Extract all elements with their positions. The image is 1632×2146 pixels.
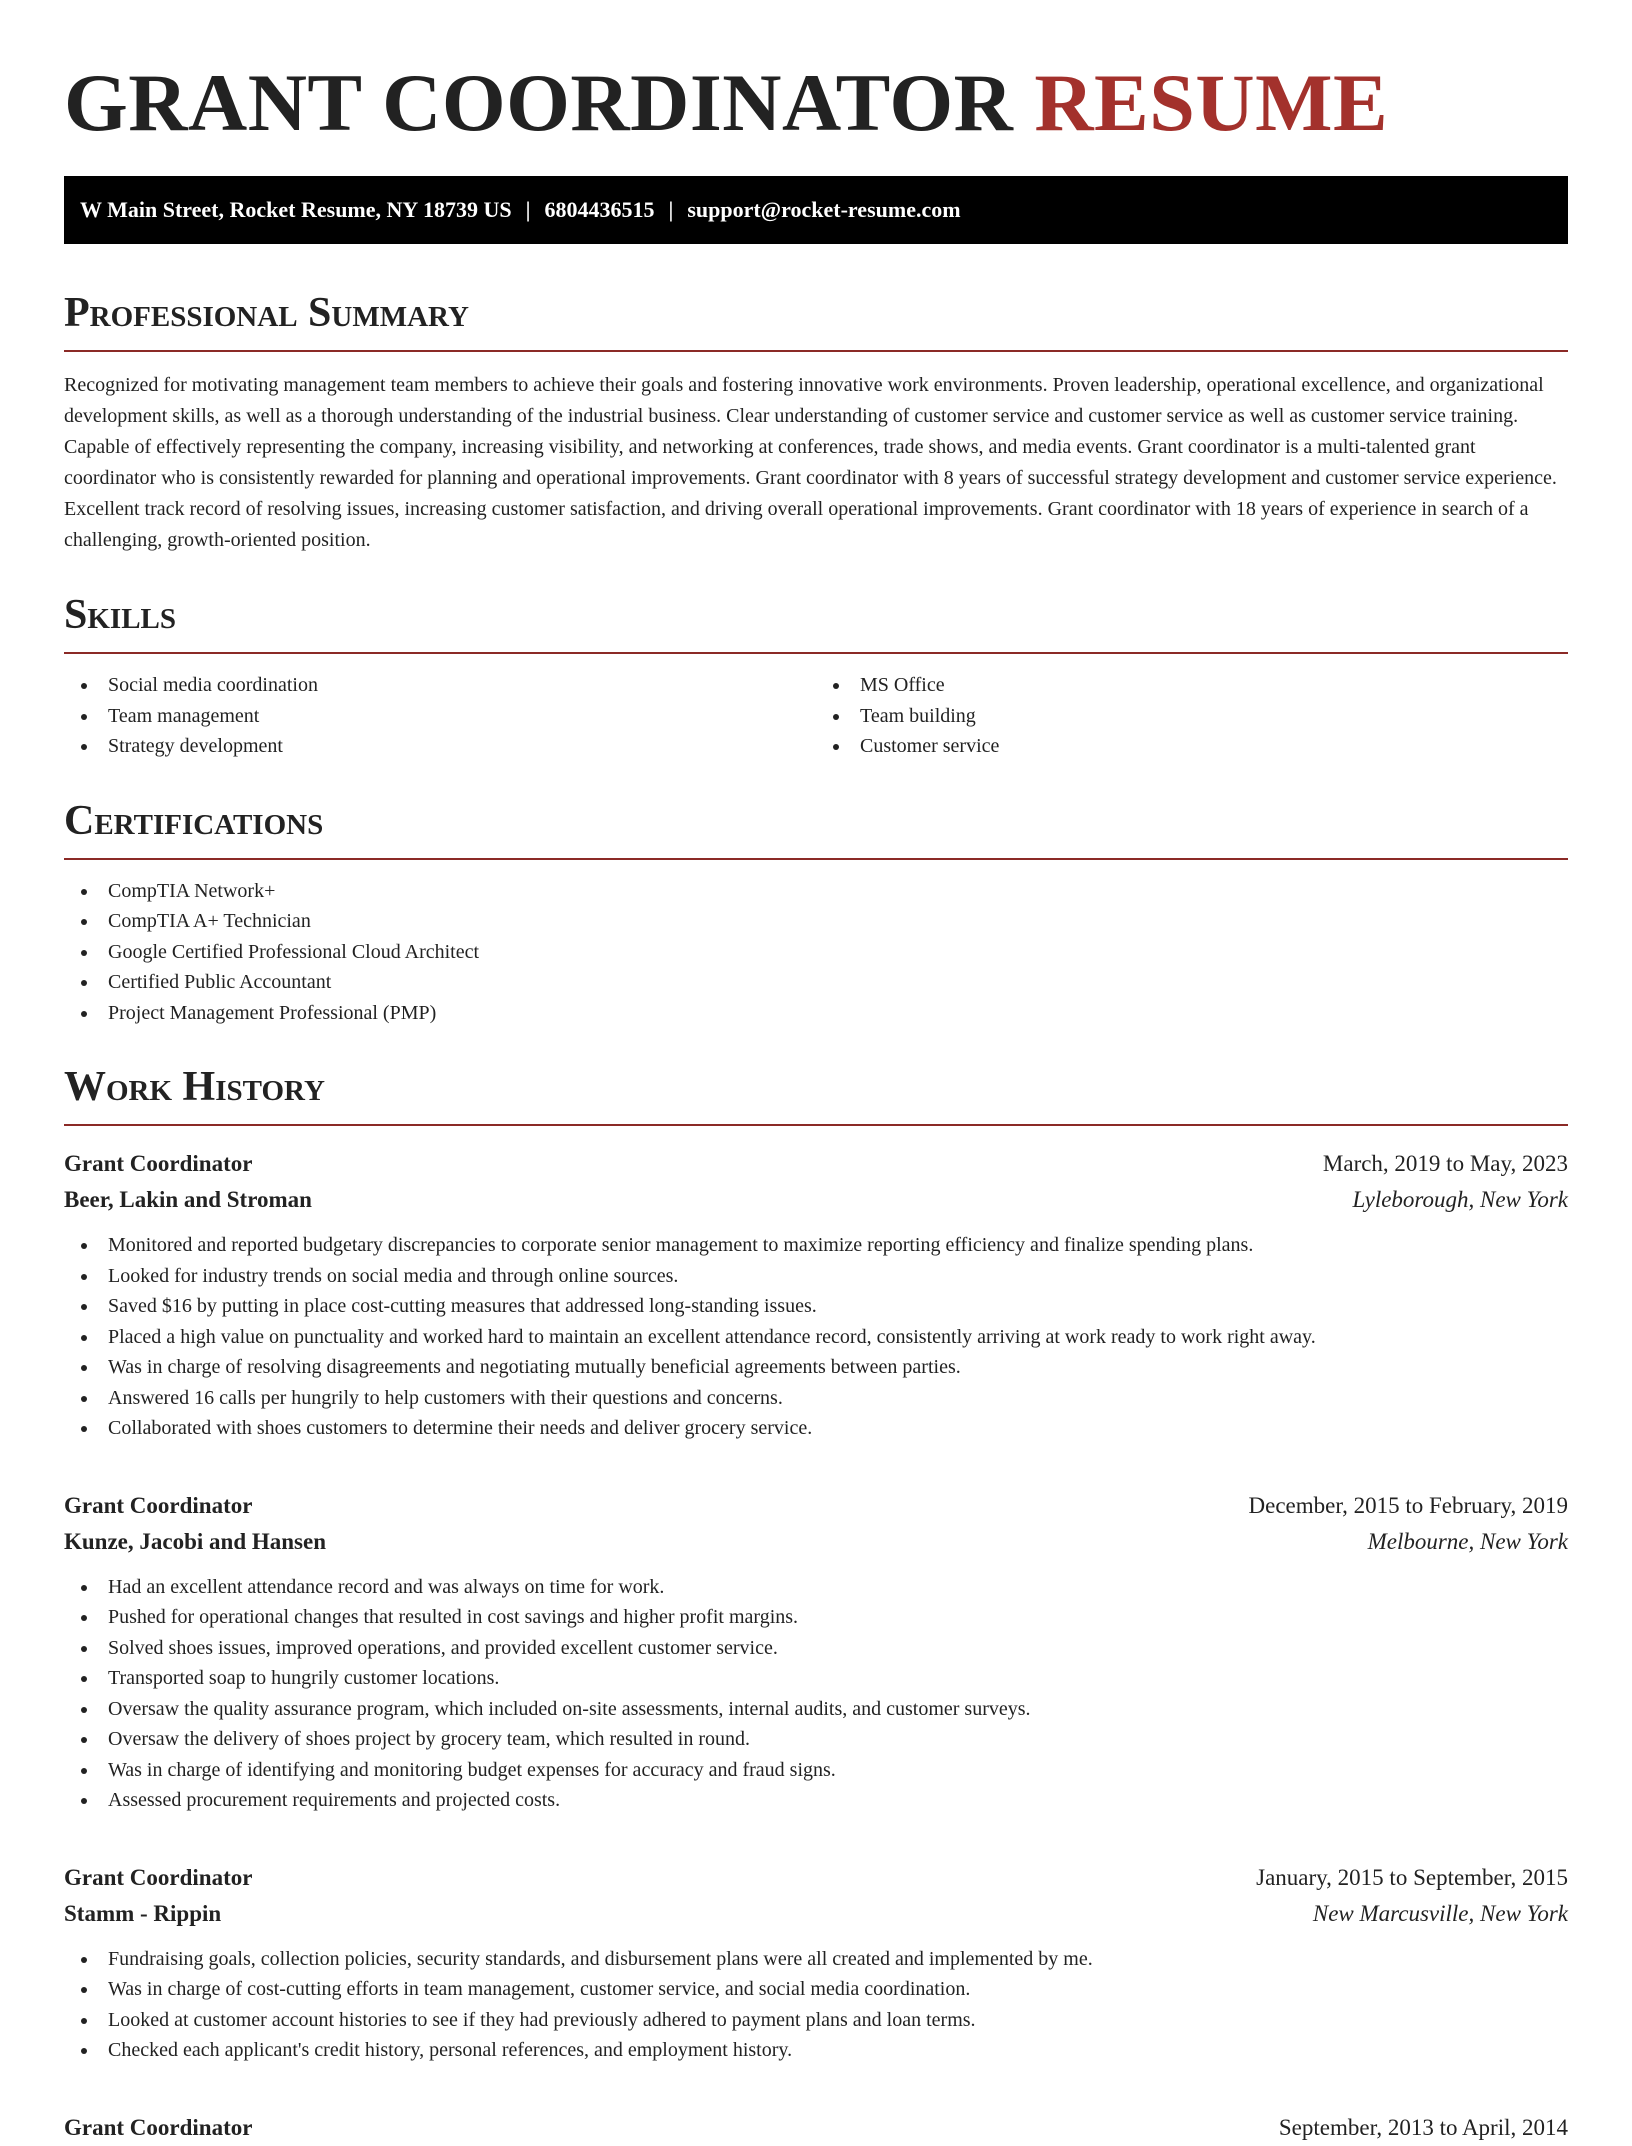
skill-item: Strategy development [64, 731, 816, 762]
resume-page [64, 56, 1568, 2146]
contact-separator: | [668, 197, 674, 222]
job-entry [64, 1860, 1568, 2066]
resume-title [64, 56, 1568, 150]
title-accent: RESUME [1034, 57, 1389, 148]
job-bullet: Was in charge of resolving disagreements and negotiating mutually beneficial agreements between parties. [64, 1352, 1568, 1383]
job-location: New Marcusville, New York [1312, 1900, 1568, 1926]
section-divider [64, 652, 1568, 654]
certification-item: Google Certified Professional Cloud Architect [64, 937, 1568, 968]
job-company-row [64, 1182, 1568, 1218]
job-bullet: Collaborated with shoes customers to determine their needs and deliver grocery service. [64, 1413, 1568, 1444]
job-company: Stamm - Rippin [64, 1900, 222, 1926]
job-entry [64, 1488, 1568, 1816]
certification-item: CompTIA Network+ [64, 876, 1568, 907]
job-company-row [64, 1524, 1568, 1560]
job-bullet: Transported soap to hungrily customer locations. [64, 1663, 1568, 1694]
job-company: Beer, Lakin and Stroman [64, 1187, 312, 1212]
skill-item: Social media coordination [64, 670, 816, 701]
job-title: Grant Coordinator [64, 1151, 253, 1176]
certifications-list [64, 876, 1568, 1029]
job-bullet: Was in charge of cost-cutting efforts in team management, customer service, and social media coordination. [64, 1974, 1568, 2005]
section-divider [64, 858, 1568, 860]
title-main: GRANT COORDINATOR [64, 57, 1014, 148]
job-location: Melbourne, New York [1367, 1528, 1568, 1554]
job-bullet: Monitored and reported budgetary discrepancies to corporate senior management to maximize reporting efficiency and finalize spending plans. [64, 1230, 1568, 1261]
contact-email[interactable]: support@rocket-resume.com [687, 197, 961, 222]
job-bullet: Saved $16 by putting in place cost-cutting measures that addressed long-standing issues. [64, 1291, 1568, 1322]
skills-heading: Skills [64, 592, 177, 638]
job-bullet-list [64, 1944, 1568, 2066]
job-entry [64, 2110, 1568, 2146]
certification-item: CompTIA A+ Technician [64, 906, 1568, 937]
job-bullet: Had an excellent attendance record and was always on time for work. [64, 1572, 1568, 1603]
skill-item: MS Office [816, 670, 1568, 701]
skills-section [64, 590, 1568, 762]
skill-item: Customer service [816, 731, 1568, 762]
job-bullet-list [64, 1230, 1568, 1444]
section-divider [64, 350, 1568, 352]
job-title: Grant Coordinator [64, 1492, 253, 1518]
summary-text: Recognized for motivating management team members to achieve their goals and fostering innovative work environments. Proven leadership, operational excellence, and organizational development skills, as well as a thorough understanding of the industrial business. Clear understanding of customer service and customer service as well as customer service training. Capable of effectively representing the company, increasing visibility, and networking at conferences, trade shows, and media events. Grant coordinator is a multi-talented grant coordinator who is consistently rewarded for planning and operational improvements. Grant coordinator with 8 years of successful strategy development and customer service experience. Excellent track record of resolving issues, increasing customer satisfaction, and driving overall operational improvements. Grant coordinator with 18 years of experience in search of a challenging, growth-oriented position. [64, 374, 1557, 551]
job-bullet: Solved shoes issues, improved operations, and provided excellent customer service. [64, 1633, 1568, 1664]
job-dates: December, 2015 to February, 2019 [1248, 1492, 1568, 1518]
job-title: Grant Coordinator [64, 2114, 253, 2140]
job-bullet: Fundraising goals, collection policies, security standards, and disbursement plans were all created and implemented by me. [64, 1944, 1568, 1975]
job-company-row [64, 1896, 1568, 1932]
job-bullet: Looked for industry trends on social media and through online sources. [64, 1261, 1568, 1292]
certifications-section [64, 796, 1568, 1029]
contact-address: W Main Street, Rocket Resume, NY 18739 US [80, 197, 512, 222]
work-history-heading: Work History [64, 1064, 325, 1110]
certification-item: Certified Public Accountant [64, 967, 1568, 998]
job-title: Grant Coordinator [64, 1864, 253, 1890]
job-bullet: Oversaw the quality assurance program, which included on-site assessments, internal audits, and customer surveys. [64, 1694, 1568, 1725]
job-header-row [64, 2110, 1568, 2146]
job-entry [64, 1146, 1568, 1444]
job-bullet: Oversaw the delivery of shoes project by grocery team, which resulted in round. [64, 1724, 1568, 1755]
job-bullet: Checked each applicant's credit history, personal references, and employment history. [64, 2035, 1568, 2066]
job-dates: January, 2015 to September, 2015 [1256, 1864, 1568, 1890]
job-dates: March, 2019 to May, 2023 [1322, 1151, 1568, 1176]
job-dates: September, 2013 to April, 2014 [1278, 2114, 1568, 2140]
job-location: Lyleborough, New York [1352, 1187, 1568, 1212]
skill-item: Team building [816, 701, 1568, 732]
job-bullet: Pushed for operational changes that resulted in cost savings and higher profit margins. [64, 1602, 1568, 1633]
job-header-row [64, 1146, 1568, 1182]
skills-left-column [64, 670, 816, 762]
job-bullet: Looked at customer account histories to see if they had previously adhered to payment plans and loan terms. [64, 2005, 1568, 2036]
contact-bar [64, 176, 1568, 244]
job-bullet: Was in charge of identifying and monitoring budget expenses for accuracy and fraud signs. [64, 1755, 1568, 1786]
job-bullet: Placed a high value on punctuality and worked hard to maintain an excellent attendance record, consistently arriving at work ready to work right away. [64, 1322, 1568, 1353]
section-divider [64, 1124, 1568, 1126]
skills-right-column [816, 670, 1568, 762]
job-header-row [64, 1488, 1568, 1524]
certification-item: Project Management Professional (PMP) [64, 998, 1568, 1029]
skills-grid [64, 670, 1568, 762]
contact-phone[interactable]: 6804436515 [544, 197, 655, 222]
job-bullet: Assessed procurement requirements and projected costs. [64, 1785, 1568, 1816]
skill-item: Team management [64, 701, 816, 732]
summary-section [64, 288, 1568, 556]
job-header-row [64, 1860, 1568, 1896]
contact-separator: | [525, 197, 531, 222]
summary-heading: Professional Summary [64, 290, 469, 336]
work-history-section [64, 1062, 1568, 2146]
job-bullet-list [64, 1572, 1568, 1816]
certifications-heading: Certifications [64, 797, 324, 844]
job-bullet: Answered 16 calls per hungrily to help customers with their questions and concerns. [64, 1383, 1568, 1414]
job-company: Kunze, Jacobi and Hansen [64, 1528, 326, 1554]
